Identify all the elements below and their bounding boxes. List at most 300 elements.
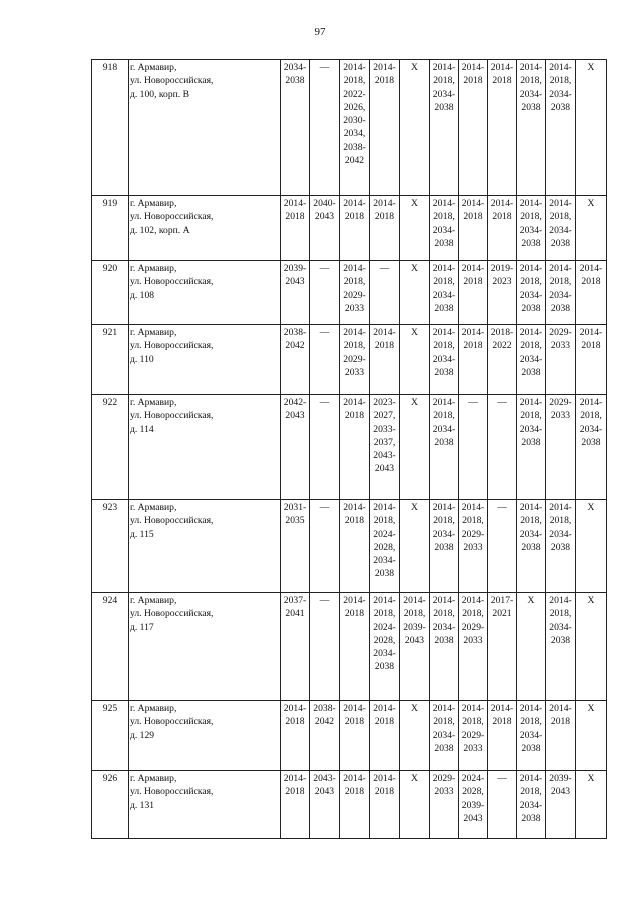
period-line: 2018, [520, 716, 542, 728]
period-line: 2018- [490, 327, 514, 338]
period-line: — [497, 773, 507, 784]
address-line: г. Армавир, [130, 773, 177, 784]
period-line: 2018, [433, 75, 455, 87]
period-line: 2018 [374, 211, 395, 223]
period-cell [430, 771, 459, 839]
period-line: 2014- [549, 263, 572, 274]
period-line: 2014- [373, 62, 396, 73]
period-line: 2038 [521, 366, 541, 378]
period-line: 2034- [519, 423, 543, 435]
period-line: 2014- [519, 397, 543, 408]
row-number-cell: 919 [92, 196, 129, 261]
period-cell [370, 196, 400, 261]
period-line: 2014- [549, 198, 572, 209]
period-line: 2018, [580, 410, 602, 422]
period-line: 2038 [285, 75, 305, 87]
period-line: 2039- [283, 263, 307, 274]
period-line: 2029- [461, 621, 485, 633]
period-cell [517, 60, 546, 196]
period-line: 2038 [521, 101, 541, 113]
period-line: 2014- [461, 327, 485, 338]
period-cell [281, 261, 310, 325]
period-line: 2014- [432, 502, 456, 513]
period-cell [517, 196, 546, 261]
period-line: 2034- [549, 621, 572, 633]
period-cell [310, 325, 340, 395]
period-line: 2018, [433, 608, 455, 620]
period-cell [310, 395, 340, 500]
period-cell [281, 325, 310, 395]
period-line: 2033 [344, 302, 365, 314]
address-cell [129, 593, 281, 701]
period-cell [430, 701, 459, 771]
period-line: 2014- [549, 502, 572, 513]
period-line: 2026, [343, 101, 366, 113]
period-line: 2028, [373, 634, 396, 646]
period-line: 2039- [461, 799, 485, 811]
period-line: 2014- [432, 263, 456, 274]
period-line: 2030- [343, 115, 366, 127]
period-cell [340, 196, 370, 261]
period-line: 2014- [490, 62, 514, 73]
period-line: 2018, [433, 515, 455, 527]
period-line: X [587, 595, 595, 606]
period-line: — [468, 397, 478, 408]
period-cell [459, 593, 488, 701]
period-line: 2018 [344, 786, 365, 798]
period-line: 2029- [461, 729, 485, 741]
period-line: 2043 [550, 786, 571, 798]
schedule-table [91, 59, 607, 839]
period-line: 2018 [492, 75, 512, 87]
period-line: 2014- [432, 397, 456, 408]
period-line: X [527, 595, 535, 606]
period-line: — [497, 502, 507, 513]
period-line: 2018, [520, 410, 542, 422]
period-line: 2014- [373, 502, 396, 513]
period-line: 2014- [403, 595, 426, 606]
period-line: 2014- [461, 263, 485, 274]
period-line: 2018 [374, 786, 395, 798]
period-cell [430, 500, 459, 593]
period-line: X [411, 502, 418, 513]
period-line: — [319, 595, 330, 606]
period-cell [517, 261, 546, 325]
period-line: 2038 [550, 101, 571, 113]
period-line: 2014- [343, 263, 366, 274]
period-cell [281, 60, 310, 196]
period-cell [576, 701, 607, 771]
period-line: 2018, [520, 75, 542, 87]
period-line: 2038 [521, 742, 541, 754]
period-line: 2014- [432, 62, 456, 73]
period-line: 2018 [285, 211, 305, 223]
address-cell [129, 261, 281, 325]
row-number-cell: 926 [92, 771, 129, 839]
period-line: 2029- [432, 773, 456, 784]
period-cell [517, 395, 546, 500]
period-line: 2043 [463, 812, 483, 824]
address-line: д. 129 [130, 729, 155, 741]
period-cell [340, 701, 370, 771]
period-line: 2014- [343, 773, 366, 784]
table-row [92, 771, 607, 839]
period-line: 2029- [549, 397, 572, 408]
period-cell [488, 325, 517, 395]
period-cell [430, 60, 459, 196]
period-line: 2014- [343, 198, 366, 209]
address-line: д. 117 [130, 621, 154, 633]
period-line: 2039- [403, 621, 426, 633]
table-row [92, 261, 607, 325]
period-line: 2014- [579, 263, 603, 274]
period-line: 2029- [343, 353, 366, 365]
period-line: 2014- [519, 327, 543, 338]
period-line: 2042 [314, 716, 335, 728]
address-line: ул. Новороссийская, [130, 786, 214, 798]
period-line: — [319, 263, 330, 274]
period-cell [281, 196, 310, 261]
table-row [92, 325, 607, 395]
period-line: 2018, [462, 716, 484, 728]
period-line: 2018 [344, 608, 365, 620]
period-line: 2024- [373, 528, 396, 540]
period-line: 2018 [550, 716, 571, 728]
period-line: 2031- [283, 502, 307, 513]
period-cell [430, 395, 459, 500]
period-line: X [411, 62, 418, 73]
row-number-cell: 922 [92, 395, 129, 500]
period-line: 2038- [313, 703, 336, 714]
address-line: д. 108 [130, 289, 155, 301]
period-line: — [319, 502, 330, 513]
period-cell [546, 60, 576, 196]
period-line: 2018, [549, 75, 572, 87]
row-number-cell: 923 [92, 500, 129, 593]
period-line: X [411, 773, 418, 784]
period-cell [400, 500, 430, 593]
period-line: X [411, 198, 418, 209]
period-line: 2038 [434, 634, 454, 646]
period-line: 2014- [461, 198, 485, 209]
period-line: 2042 [344, 155, 365, 167]
period-line: X [587, 502, 595, 513]
period-line: 2014- [432, 198, 456, 209]
period-line: 2038 [434, 101, 454, 113]
period-line: X [411, 397, 418, 408]
period-line: 2018 [374, 75, 395, 87]
period-line: 2038- [343, 141, 366, 153]
period-line: 2014- [461, 595, 485, 606]
period-cell [281, 395, 310, 500]
period-line: 2014- [549, 595, 572, 606]
period-line: 2043 [374, 463, 395, 475]
period-line: 2034- [549, 528, 572, 540]
period-cell [310, 261, 340, 325]
period-line: 2014- [579, 327, 603, 338]
period-cell [370, 593, 400, 701]
period-line: 2018 [344, 515, 365, 527]
address-line: г. Армавир, [130, 263, 177, 274]
period-cell [340, 395, 370, 500]
period-cell [576, 196, 607, 261]
period-cell [370, 325, 400, 395]
period-line: 2014- [519, 62, 543, 73]
address-line: ул. Новороссийская, [130, 608, 214, 620]
period-line: 2043 [404, 634, 425, 646]
row-number-cell: 925 [92, 701, 129, 771]
period-cell [576, 261, 607, 325]
period-cell [546, 196, 576, 261]
period-line: 2014- [579, 397, 603, 408]
period-line: 2034- [519, 353, 543, 365]
period-line: 2034- [432, 289, 456, 301]
period-line: 2029- [343, 289, 366, 301]
period-line: 2033 [463, 742, 483, 754]
period-line: 2018 [463, 340, 483, 352]
address-line: ул. Новороссийская, [130, 276, 214, 288]
period-cell [517, 593, 546, 701]
period-line: 2014- [490, 198, 514, 209]
period-cell [400, 261, 430, 325]
table-row [92, 395, 607, 500]
address-cell [129, 500, 281, 593]
period-line: 2034- [549, 289, 572, 301]
period-line: 2018, [403, 608, 426, 620]
period-line: 2014- [490, 703, 514, 714]
period-line: 2034- [432, 353, 456, 365]
period-cell [576, 325, 607, 395]
period-cell [310, 60, 340, 196]
period-line: 2018, [343, 276, 366, 288]
period-line: 2014- [343, 62, 366, 73]
period-line: 2033- [373, 423, 396, 435]
period-line: 2038 [434, 742, 454, 754]
period-line: 2019- [490, 263, 514, 274]
period-line: 2034- [432, 729, 456, 741]
period-line: — [379, 263, 390, 274]
period-line: 2038- [283, 327, 307, 338]
period-line: 2023- [373, 397, 396, 408]
address-line: д. 100, корп. В [130, 88, 189, 100]
period-line: 2014- [283, 773, 307, 784]
address-line: д. 114 [130, 423, 154, 435]
period-line: 2029- [461, 528, 485, 540]
period-line: 2018, [373, 515, 396, 527]
period-line: 2034- [519, 289, 543, 301]
period-line: X [411, 327, 418, 338]
period-line: 2038 [521, 302, 541, 314]
address-line: ул. Новороссийская, [130, 716, 214, 728]
period-cell [459, 261, 488, 325]
period-line: 2034- [519, 729, 543, 741]
period-line: 2014- [549, 62, 572, 73]
period-line: 2014- [519, 263, 543, 274]
period-cell [430, 261, 459, 325]
period-line: X [587, 703, 595, 714]
period-line: 2018, [433, 340, 455, 352]
address-cell [129, 60, 281, 196]
period-line: 2028, [373, 541, 396, 553]
period-line: 2018, [433, 276, 455, 288]
period-line: 2024- [461, 773, 485, 784]
period-cell [310, 771, 340, 839]
period-cell [310, 500, 340, 593]
period-line: 2018 [463, 75, 483, 87]
period-cell [488, 60, 517, 196]
period-line: 2018 [463, 211, 483, 223]
period-cell [488, 261, 517, 325]
period-line: X [411, 703, 418, 714]
period-line: 2038 [434, 237, 454, 249]
period-line: 2014- [373, 773, 396, 784]
period-cell [459, 196, 488, 261]
period-line: 2038 [374, 661, 395, 673]
period-line: 2042- [283, 397, 307, 408]
period-cell [576, 593, 607, 701]
period-cell [459, 60, 488, 196]
period-line: 2034- [283, 62, 307, 73]
period-cell [576, 771, 607, 839]
period-cell [459, 395, 488, 500]
period-line: 2033 [344, 366, 365, 378]
period-line: — [319, 327, 330, 338]
period-line: — [319, 397, 330, 408]
period-line: 2014- [373, 703, 396, 714]
address-cell [129, 395, 281, 500]
period-cell [281, 593, 310, 701]
period-line: — [497, 397, 507, 408]
period-line: 2014- [432, 327, 456, 338]
period-line: 2027, [373, 410, 396, 422]
period-line: 2034- [519, 88, 543, 100]
period-line: 2039- [549, 773, 572, 784]
period-cell [310, 701, 340, 771]
period-line: 2043- [313, 773, 336, 784]
period-line: 2022 [492, 340, 512, 352]
address-line: ул. Новороссийская, [130, 515, 214, 527]
period-line: 2033 [463, 541, 483, 553]
period-line: 2014- [373, 198, 396, 209]
period-line: 2014- [519, 773, 543, 784]
period-line: 2018, [433, 410, 455, 422]
period-line: 2018 [492, 716, 512, 728]
period-line: 2038 [434, 302, 454, 314]
period-cell [340, 261, 370, 325]
row-number-cell: 921 [92, 325, 129, 395]
period-line: 2018 [344, 211, 365, 223]
period-line: 2034- [549, 224, 572, 236]
period-cell [281, 500, 310, 593]
period-line: 2034- [519, 224, 543, 236]
address-line: д. 110 [130, 353, 154, 365]
period-cell [430, 593, 459, 701]
period-line: 2018 [492, 211, 512, 223]
period-line: 2033 [434, 786, 454, 798]
period-line: 2038 [550, 541, 571, 553]
period-line: 2014- [283, 703, 307, 714]
period-line: 2034- [519, 528, 543, 540]
period-line: 2018 [344, 716, 365, 728]
period-line: 2018, [520, 276, 542, 288]
table-row [92, 196, 607, 261]
period-line: 2018, [433, 211, 455, 223]
period-line: 2018 [285, 716, 305, 728]
period-line: 2018, [520, 340, 542, 352]
period-line: 2034- [432, 423, 456, 435]
period-cell [517, 771, 546, 839]
period-cell [459, 771, 488, 839]
period-line: 2018 [374, 340, 395, 352]
table-row [92, 701, 607, 771]
period-line: 2018 [344, 410, 365, 422]
period-cell [340, 60, 370, 196]
period-line: 2038 [521, 237, 541, 249]
period-cell [576, 60, 607, 196]
period-cell [400, 771, 430, 839]
address-line: ул. Новороссийская, [130, 410, 214, 422]
period-line: 2018 [463, 276, 483, 288]
period-line: 2037- [283, 595, 307, 606]
period-line: 2038 [521, 436, 541, 448]
period-line: 2018 [374, 716, 395, 728]
row-number-cell: 920 [92, 261, 129, 325]
period-line: 2034- [373, 648, 396, 660]
period-line: X [587, 198, 595, 209]
address-line: д. 102, корп. А [130, 224, 190, 236]
period-line: 2034- [519, 799, 543, 811]
period-cell [281, 771, 310, 839]
period-line: 2018, [549, 515, 572, 527]
period-line: 2038 [521, 541, 541, 553]
address-line: г. Армавир, [130, 595, 177, 606]
period-line: 2014- [343, 703, 366, 714]
period-cell [546, 325, 576, 395]
period-line: 2014- [519, 703, 543, 714]
period-line: 2041 [285, 608, 305, 620]
period-line: 2023 [492, 276, 512, 288]
period-line: 2024- [373, 621, 396, 633]
period-line: 2043- [373, 450, 396, 462]
address-cell [129, 325, 281, 395]
period-cell [310, 593, 340, 701]
period-line: 2018, [462, 608, 484, 620]
period-line: 2014- [461, 703, 485, 714]
period-line: 2014- [343, 397, 366, 408]
period-line: 2033 [550, 410, 571, 422]
address-line: д. 115 [130, 528, 154, 540]
period-line: 2018, [520, 211, 542, 223]
period-line: 2043 [314, 786, 335, 798]
period-cell [400, 593, 430, 701]
address-line: ул. Новороссийская, [130, 75, 214, 87]
period-cell [517, 701, 546, 771]
period-line: 2028, [462, 786, 484, 798]
address-line: г. Армавир, [130, 502, 177, 513]
period-line: 2014- [461, 502, 485, 513]
period-line: 2014- [461, 62, 485, 73]
period-line: 2018 [581, 340, 601, 352]
period-line: 2034, [343, 128, 366, 140]
period-line: 2014- [373, 327, 396, 338]
row-number-cell: 924 [92, 593, 129, 701]
period-cell [488, 196, 517, 261]
address-line: д. 131 [130, 799, 155, 811]
address-line: г. Армавир, [130, 703, 177, 714]
period-cell [430, 196, 459, 261]
period-cell [488, 593, 517, 701]
period-line: 2018 [285, 786, 305, 798]
